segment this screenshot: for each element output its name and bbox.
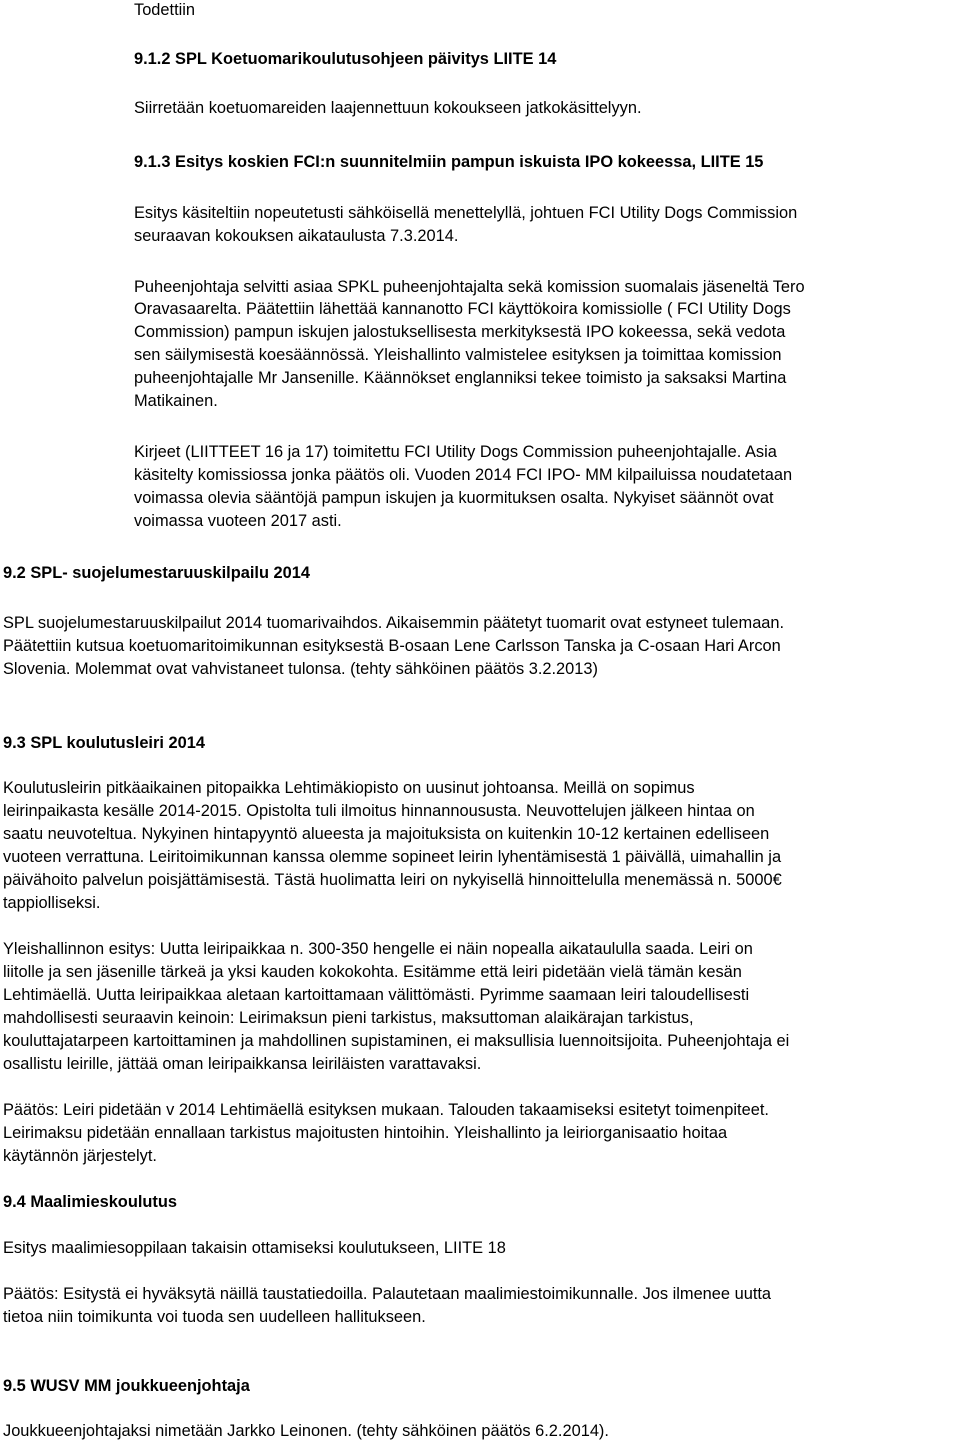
paragraph-line: Esitys maalimiesoppilaan takaisin ottamiseksi koulutukseen, LIITE 18 [3,1239,506,1257]
paragraph-line: Kirjeet (LIITTEET 16 ja 17) toimitettu FCI Utility Dogs Commission puheenjohtajalle. Asia [134,443,777,461]
section-9-1-2-text: Siirretään koetuomareiden laajennettuun kokoukseen jatkokäsittelyyn. [134,99,642,117]
paragraph-line: Lehtimäellä. Uutta leiripaikkaa aletaan kartoittamaan välittömästi. Pyrimme saamaan leiri taloudellisesti [3,986,750,1004]
section-9-4-heading: 9.4 Maalimieskoulutus [3,1193,177,1211]
paragraph-line: Päätettiin kutsua koetuomaritoimikunnan esityksestä B-osaan Lene Carlsson Tanska ja C-osaan Hari Arcon [3,637,781,655]
paragraph-line: kouluttajatarpeen kartoittaminen ja mahdollinen supistaminen, ei maksullisia luennoitsijoita. Puheenjohtaja ei [3,1032,790,1050]
paragraph-line: Oravasaarelta. Päätettiin lähettää kannanotto FCI käyttökoira komissiolle ( FCI Utility Dogs [134,300,791,318]
todettiin-text: Todettiin [134,1,196,19]
paragraph-line: osallistu leirille, jättää oman leiripaikkansa leiriläisten varattavaksi. [3,1055,482,1073]
paragraph-line: tietoa niin toimikunta voi tuoda sen uudelleen hallitukseen. [3,1308,426,1326]
paragraph-line: tappiolliseksi. [3,894,101,912]
paragraph-line: liitolle ja sen jäsenille tärkeä ja yksi kauden kokokohta. Esitämme että leiri pidetään vielä tämän kesän [3,963,742,981]
section-9-1-2-heading: 9.1.2 SPL Koetuomarikoulutusohjeen päivitys LIITE 14 [134,50,557,68]
paragraph-line: voimassa olevia sääntöjä pampun iskujen ja kuormituksen osalta. Nykyiset säännöt ovat [134,489,774,507]
paragraph-line: Slovenia. Molemmat ovat vahvistaneet tulonsa. (tehty sähköinen päätös 3.2.2013) [3,660,598,678]
paragraph-line: Matikainen. [134,392,218,410]
paragraph-line: mahdollisesti seuraavin keinoin: Leirimaksun pieni tarkistus, maksuttoman alaikärajan tarkistus, [3,1009,694,1027]
paragraph-line: SPL suojelumestaruuskilpailut 2014 tuomarivaihdos. Aikaisemmin päätetyt tuomarit ovat estyneet tulemaan. [3,614,785,632]
paragraph-line: Commission) pampun iskujen jalostuksellisesta merkityksestä IPO kokeessa, sekä vedota [134,323,786,341]
section-9-3-heading: 9.3 SPL koulutusleiri 2014 [3,734,205,752]
paragraph-line: käytännön järjestelyt. [3,1147,157,1165]
paragraph-line: Leirimaksu pidetään ennallaan tarkistus majoitusten hintoihin. Yleishallinto ja leiriorganisaatio hoitaa [3,1124,728,1142]
paragraph-line: Yleishallinnon esitys: Uutta leiripaikkaa n. 300-350 hengelle ei näin nopealla aikataululla saada. Leiri on [3,940,753,958]
paragraph-line: käsitelty komissiossa jonka päätös oli. Vuoden 2014 FCI IPO- MM kilpailuissa noudatetaan [134,466,793,484]
paragraph-line: sen säilymisestä koesäännössä. Yleishallinto valmistelee esityksen ja toimittaa komission [134,346,782,364]
paragraph-line: puheenjohtajalle Mr Jansenille. Käännökset englanniksi tekee toimisto ja saksaksi Martina [134,369,787,387]
paragraph-line: Esitys käsiteltiin nopeutetusti sähköisellä menettelyllä, johtuen FCI Utility Dogs Commission [134,204,798,222]
section-9-5-heading: 9.5 WUSV MM joukkueenjohtaja [3,1377,250,1395]
paragraph-line: vuoteen verrattuna. Leiritoimikunnan kanssa olemme sopineet leirin lyhentämisestä 1 päivällä, uimahallin ja [3,848,782,866]
paragraph-line: Joukkueenjohtajaksi nimetään Jarkko Leinonen. (tehty sähköinen päätös 6.2.2014). [3,1422,609,1440]
paragraph-line: Koulutusleirin pitkäaikainen pitopaikka Lehtimäkiopisto on uusinut johtoansa. Meillä on sopimus [3,779,695,797]
paragraph-line: Päätös: Esitystä ei hyväksytä näillä taustatiedoilla. Palautetaan maalimiestoimikunnalle. Jos ilmenee uutta [3,1285,772,1303]
paragraph-line: Päätös: Leiri pidetään v 2014 Lehtimäellä esityksen mukaan. Talouden takaamiseksi esitetyt toimenpiteet. [3,1101,769,1119]
section-9-1-3-heading: 9.1.3 Esitys koskien FCI:n suunnitelmiin pampun iskuista IPO kokeessa, LIITE 15 [134,153,764,171]
paragraph-line: saatu neuvoteltua. Nykyinen hintapyyntö alueesta ja majoituksista on kuitenkin 10-12 kertainen edelliseen [3,825,770,843]
paragraph-line: leirinpaikasta kesälle 2014-2015. Opistolta tuli ilmoitus hinnannoususta. Neuvottelujen jälkeen hintaa on [3,802,755,820]
section-9-2-heading: 9.2 SPL- suojelumestaruuskilpailu 2014 [3,564,310,582]
paragraph-line: päivähoito palvelun poisjättämisestä. Tästä huolimatta leiri on nykyisellä hinnoittelulla menemässä n. 5000€ [3,871,782,889]
paragraph-line: Puheenjohtaja selvitti asiaa SPKL puheenjohtajalta sekä komission suomalais jäseneltä Tero [134,278,805,296]
paragraph-line: voimassa vuoteen 2017 asti. [134,512,342,530]
paragraph-line: seuraavan kokouksen aikataulusta 7.3.2014. [134,227,459,245]
